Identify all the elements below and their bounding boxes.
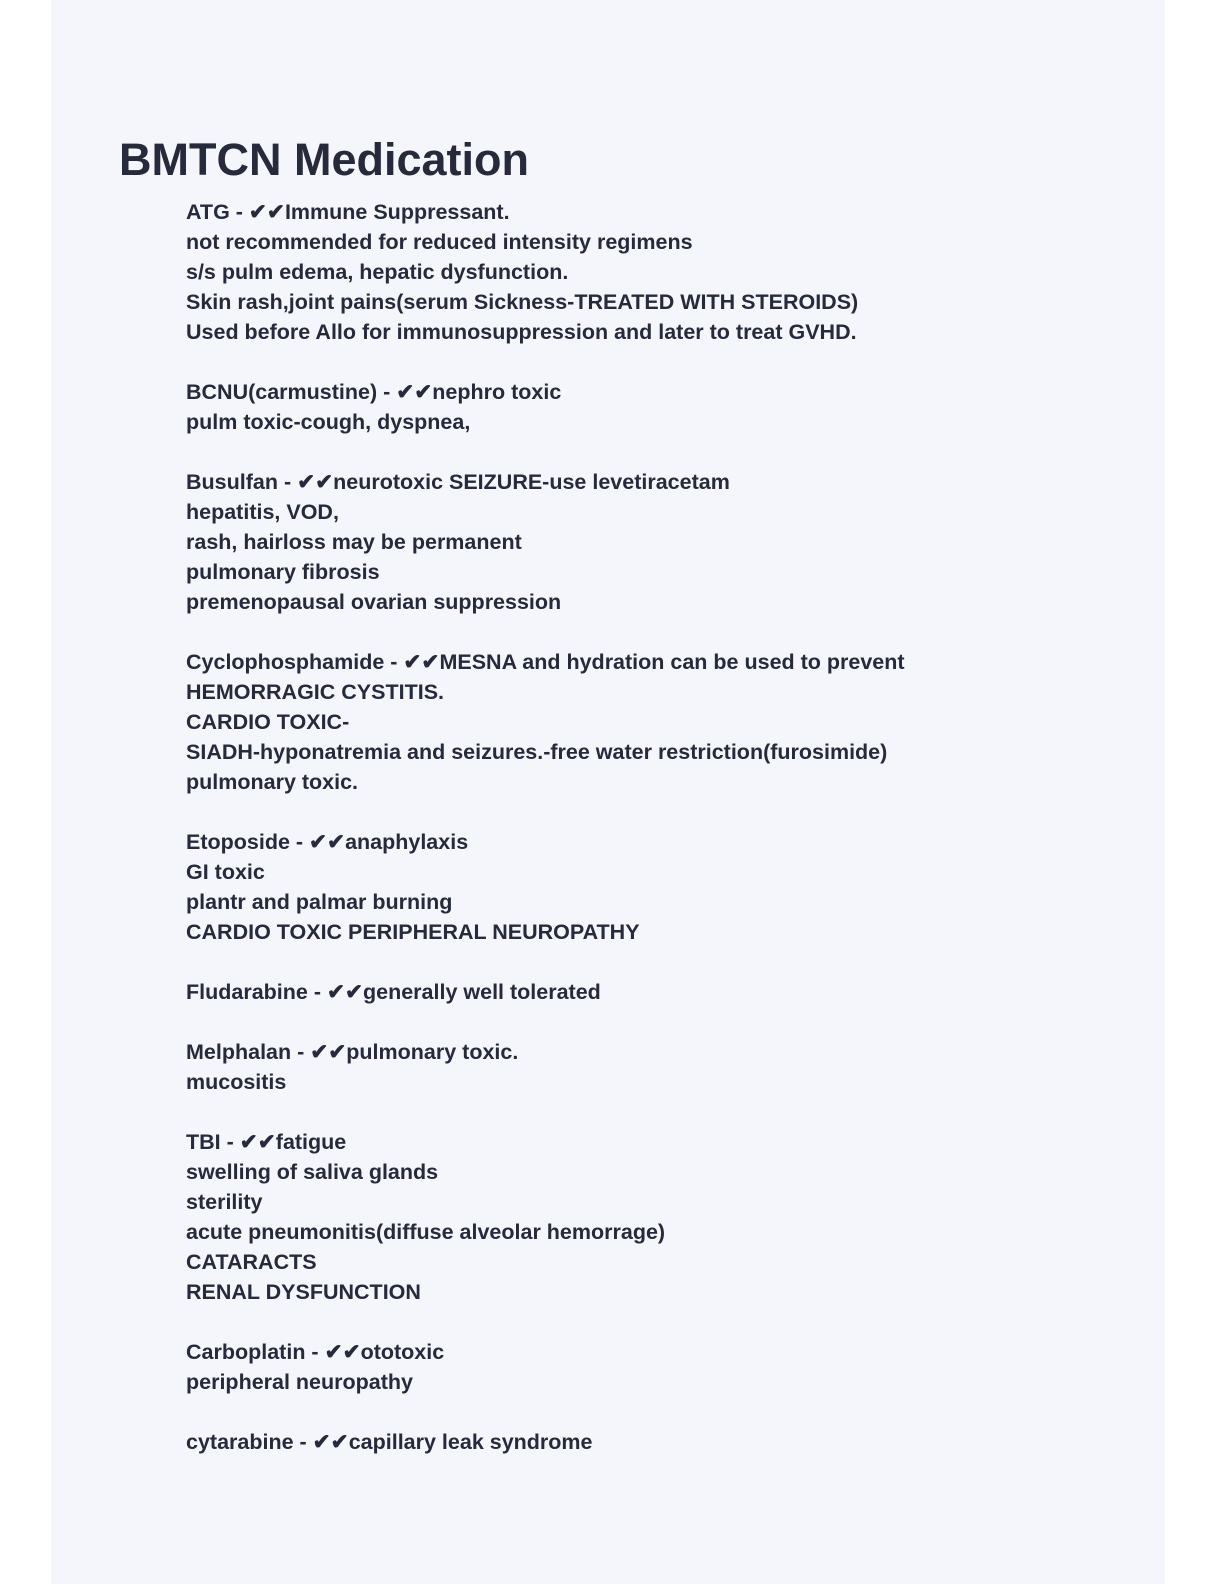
double-check-icon: ✔✔ bbox=[310, 1040, 347, 1064]
double-check-icon: ✔✔ bbox=[248, 200, 285, 224]
medication-heading-line bbox=[186, 977, 1146, 1007]
effect-text: generally well tolerated bbox=[363, 980, 601, 1004]
drug-name: Fludarabine bbox=[186, 980, 308, 1004]
drug-name: BCNU(carmustine) bbox=[186, 380, 378, 404]
medication-heading-line bbox=[186, 467, 1146, 497]
document-page bbox=[51, 0, 1165, 1584]
medication-entry bbox=[186, 1037, 1146, 1097]
effect-line: sterility bbox=[186, 1190, 263, 1214]
separator: - bbox=[384, 650, 404, 674]
double-check-icon: ✔✔ bbox=[297, 470, 334, 494]
drug-name: Busulfan bbox=[186, 470, 278, 494]
effect-line: Used before Allo for immunosuppression and later to treat GVHD. bbox=[186, 320, 857, 344]
medication-entry bbox=[186, 1127, 1146, 1307]
medication-heading-line bbox=[186, 827, 1146, 857]
drug-name: Cyclophosphamide bbox=[186, 650, 385, 674]
page-title: BMTCN Medication bbox=[119, 134, 529, 185]
effect-line: RENAL DYSFUNCTION bbox=[186, 1280, 421, 1304]
medication-entry bbox=[186, 467, 1146, 617]
separator: - bbox=[220, 1130, 240, 1154]
effect-line: CARDIO TOXIC PERIPHERAL NEUROPATHY bbox=[186, 920, 640, 944]
medication-entry bbox=[186, 977, 1146, 1007]
effect-text: anaphylaxis bbox=[345, 830, 469, 854]
effect-line: swelling of saliva glands bbox=[186, 1160, 439, 1184]
effect-line: mucositis bbox=[186, 1070, 287, 1094]
separator: - bbox=[291, 1040, 311, 1064]
drug-name: TBI bbox=[186, 1130, 221, 1154]
effect-line: not recommended for reduced intensity regimens bbox=[186, 230, 693, 254]
drug-name: Melphalan bbox=[186, 1040, 292, 1064]
double-check-icon: ✔✔ bbox=[309, 830, 346, 854]
double-check-icon: ✔✔ bbox=[312, 1430, 349, 1454]
effect-line: CATARACTS bbox=[186, 1250, 317, 1274]
effect-line: hepatitis, VOD, bbox=[186, 500, 339, 524]
medication-entry bbox=[186, 827, 1146, 947]
effect-text: Immune Suppressant. bbox=[284, 200, 510, 224]
double-check-icon: ✔✔ bbox=[324, 1340, 361, 1364]
drug-name: Etoposide bbox=[186, 830, 290, 854]
separator: - bbox=[229, 200, 249, 224]
effect-line: SIADH-hyponatremia and seizures.-free water restriction(furosimide) bbox=[186, 740, 888, 764]
effect-line: pulmonary toxic. bbox=[186, 770, 359, 794]
effect-text: pulmonary toxic. bbox=[346, 1040, 519, 1064]
medication-entry bbox=[186, 1427, 1146, 1457]
medication-heading-line bbox=[186, 1127, 1146, 1157]
effect-line: Skin rash,joint pains(serum Sickness-TREATED WITH STEROIDS) bbox=[186, 290, 859, 314]
effect-line: pulmonary fibrosis bbox=[186, 560, 380, 584]
double-check-icon: ✔✔ bbox=[239, 1130, 276, 1154]
effect-line: HEMORRAGIC CYSTITIS. bbox=[186, 680, 445, 704]
medication-entry bbox=[186, 377, 1146, 437]
effect-line: GI toxic bbox=[186, 860, 265, 884]
drug-name: Carboplatin bbox=[186, 1340, 306, 1364]
effect-text: neurotoxic SEIZURE-use levetiracetam bbox=[333, 470, 730, 494]
effect-text: MESNA and hydration can be used to prevent bbox=[439, 650, 905, 674]
medication-entry bbox=[186, 647, 1146, 797]
effect-line: pulm toxic-cough, dyspnea, bbox=[186, 410, 471, 434]
medication-heading-line bbox=[186, 1337, 1146, 1367]
medication-list bbox=[186, 197, 1146, 1487]
separator: - bbox=[307, 980, 327, 1004]
medication-entry bbox=[186, 197, 1146, 347]
double-check-icon: ✔✔ bbox=[403, 650, 440, 674]
effect-line: rash, hairloss may be permanent bbox=[186, 530, 522, 554]
medication-entry bbox=[186, 1337, 1146, 1397]
medication-heading-line bbox=[186, 197, 1146, 227]
medication-heading-line bbox=[186, 377, 1146, 407]
effect-line: acute pneumonitis(diffuse alveolar hemorrage) bbox=[186, 1220, 666, 1244]
double-check-icon: ✔✔ bbox=[396, 380, 433, 404]
effect-text: fatigue bbox=[275, 1130, 347, 1154]
effect-text: capillary leak syndrome bbox=[348, 1430, 593, 1454]
separator: - bbox=[305, 1340, 325, 1364]
double-check-icon: ✔✔ bbox=[326, 980, 363, 1004]
effect-text: nephro toxic bbox=[432, 380, 562, 404]
separator: - bbox=[293, 1430, 313, 1454]
effect-line: premenopausal ovarian suppression bbox=[186, 590, 562, 614]
effect-text: ototoxic bbox=[360, 1340, 445, 1364]
separator: - bbox=[289, 830, 310, 854]
medication-heading-line bbox=[186, 1037, 1146, 1067]
effect-line: s/s pulm edema, hepatic dysfunction. bbox=[186, 260, 569, 284]
effect-line: plantr and palmar burning bbox=[186, 890, 453, 914]
medication-heading-line bbox=[186, 647, 1146, 677]
drug-name: ATG bbox=[186, 200, 230, 224]
drug-name: cytarabine bbox=[186, 1430, 294, 1454]
separator: - bbox=[277, 470, 298, 494]
effect-line: CARDIO TOXIC- bbox=[186, 710, 350, 734]
separator: - bbox=[377, 380, 397, 404]
effect-line: peripheral neuropathy bbox=[186, 1370, 413, 1394]
medication-heading-line bbox=[186, 1427, 1146, 1457]
